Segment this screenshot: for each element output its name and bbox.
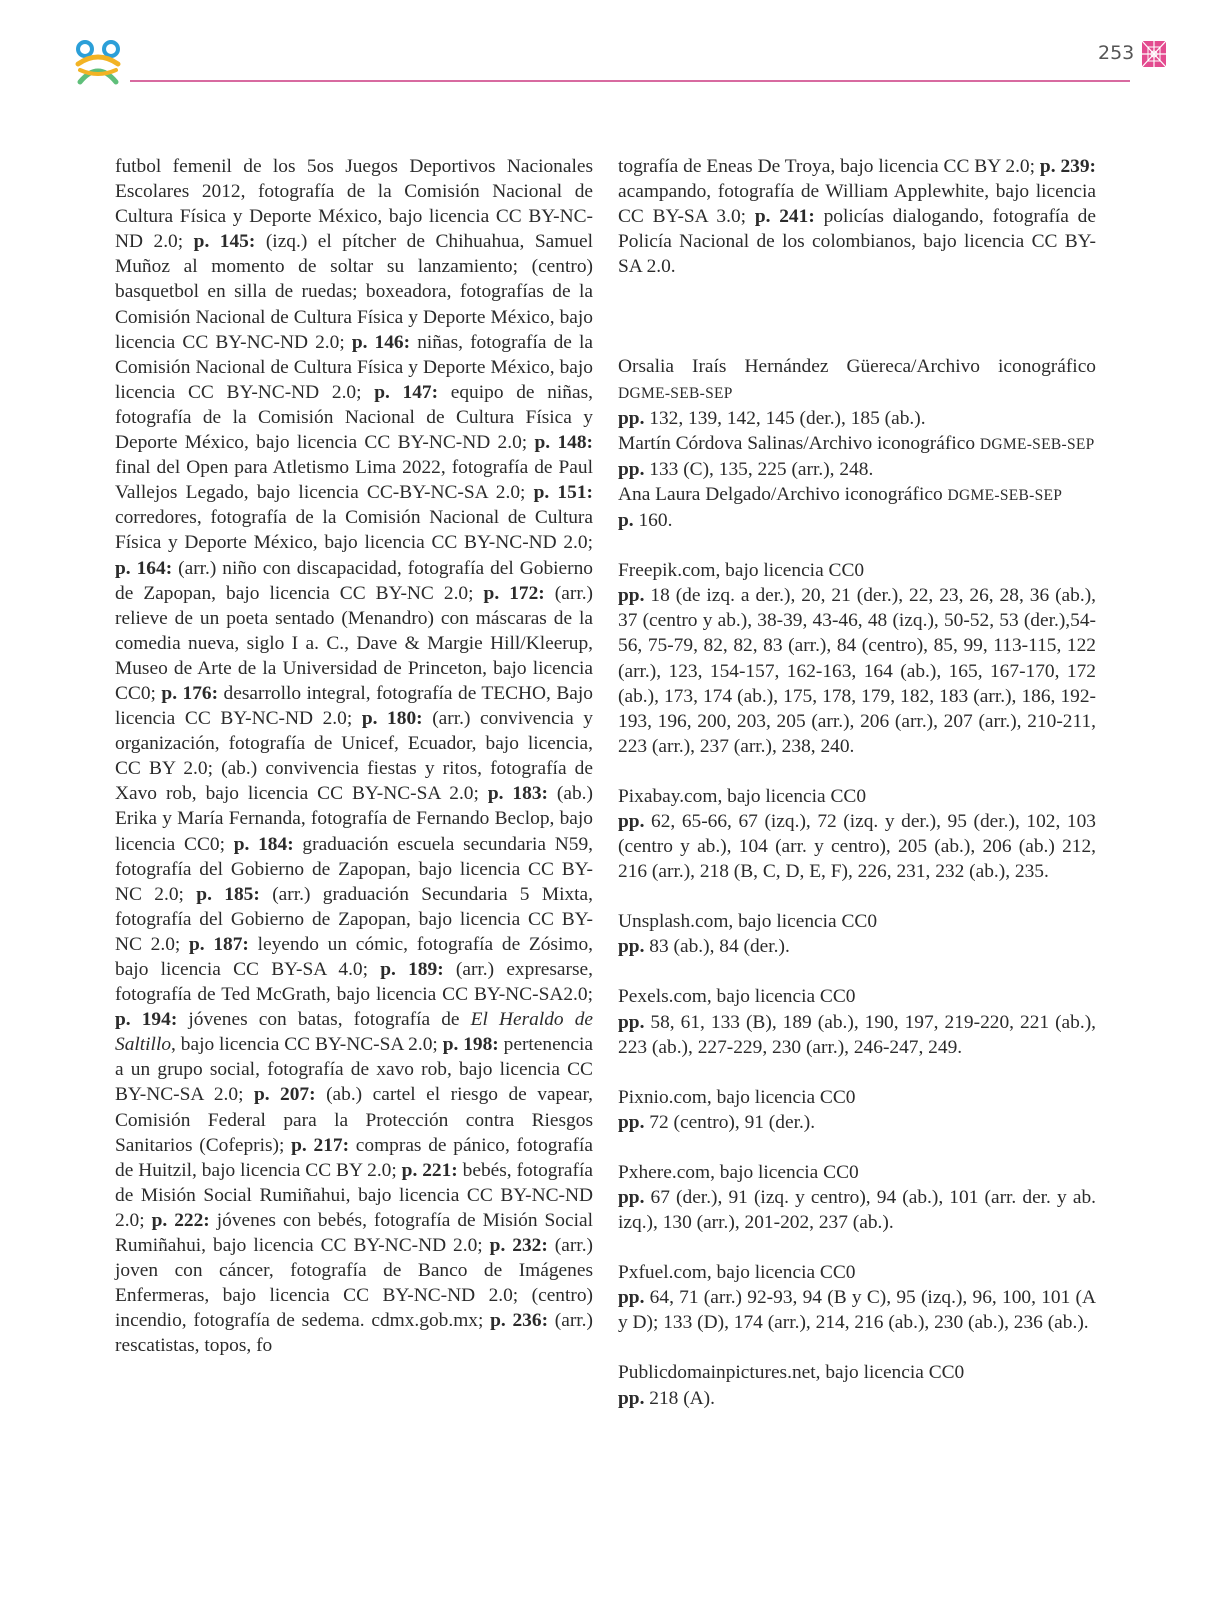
credit-text: (arr.) relieve de un poeta sentado (Menandro) con máscaras de la comedia nueva, siglo I a. C., Dave & Margie Hill/Kleerup, Museo de Arte de la Universidad de Princeton, bajo licencia CC0; <box>115 582 594 704</box>
decorative-pattern-icon <box>1142 41 1166 67</box>
credit-text: policías dialogando, fotografía de Policía Nacional de los colombianos, bajo licencia CC BY-SA 2.0. <box>618 206 1096 278</box>
pages-list: 160. <box>633 510 673 532</box>
page-ref: p. 176: <box>161 682 219 704</box>
pages-label: pp. <box>618 585 645 607</box>
pages-list: 133 (C), 135, 225 (arr.), 248. <box>644 458 874 480</box>
credit-text: (arr.) convivencia y organización, fotografía de Unicef, Ecuador, bajo licencia, CC BY 2.0; (ab.) convivencia fiestas y ritos, fotografía de Xavo rob, bajo licencia CC BY-NC-SA 2.0; <box>115 708 593 805</box>
pages-list: 64, 71 (arr.) 92-93, 94 (B y C), 95 (izq.), 96, 100, 101 (A y D); 133 (D), 174 (arr.), 214, 216 (ab.), 230 (ab.), 236 (ab.). <box>618 1287 1096 1334</box>
page-ref: p. 232: <box>489 1235 548 1257</box>
header-divider <box>130 80 1130 82</box>
source-pages <box>618 809 1096 884</box>
credit-text: (izq.) el pítcher de Chihuahua, Samuel Muñoz al momento de soltar su lanzamiento; (centro) basquetbol en silla de ruedas; boxeadora, fotografías de la Comisión Nacional de Cultura Física y Deporte México, bajo licencia CC BY-NC-ND 2.0; <box>115 231 593 353</box>
archive-pages-line <box>618 508 1096 533</box>
credit-text: , bajo licencia CC BY-NC-SA 2.0; <box>171 1034 443 1056</box>
page-ref: p. 148: <box>534 432 593 454</box>
source-pages <box>618 1185 1096 1235</box>
page-ref: p. 217: <box>291 1134 350 1156</box>
source-name: Pxhere.com, bajo licencia CC0 <box>618 1161 859 1183</box>
page-ref: p. 207: <box>253 1084 316 1106</box>
credit-name: Ana Laura Delgado/Archivo iconográfico <box>618 483 948 505</box>
credit-text: jóvenes con batas, fotografía de <box>177 1009 471 1031</box>
source-pages <box>618 1386 1096 1411</box>
credit-text: bebés, fotografía de Misión Social Rumiñahui, bajo licencia CC BY-NC-ND 2.0; <box>115 1159 593 1231</box>
page-ref: p. 183: <box>487 783 548 805</box>
source-pages <box>618 583 1096 759</box>
credit-text: equipo de niñas, fotografía de la Comisión Nacional de Cultura Física y Deporte México, bajo licencia CC BY-NC-ND 2.0; <box>115 381 593 454</box>
page-ref: p. 185: <box>196 883 260 905</box>
credit-text: pertenencia a un grupo social, fotografía de xavo rob, bajo licencia CC BY-NC-SA 2.0; <box>115 1034 593 1106</box>
pages-label: pp. <box>618 1011 645 1033</box>
source-name: Pexels.com, bajo licencia CC0 <box>618 986 856 1008</box>
archive-credit-line <box>618 354 1096 405</box>
pages-list: 67 (der.), 91 (izq. y centro), 94 (ab.), 101 (arr. der. y ab. izq.), 130 (arr.), 201-202, 237 (ab.). <box>618 1187 1096 1234</box>
pages-list: 18 (de izq. a der.), 20, 21 (der.), 22, 23, 26, 28, 36 (ab.), 37 (centro y ab.), 38-39, 43-46, 48 (izq.), 50-52, 53 (der.),54-56, 75-79, 82, 82, 83 (arr.), 84 (centro), 85, 99, 113-115, 122 (arr.), 123, 154-157, 162-163, 164 (ab.), 165, 167-170, 172 (ab.), 173, 174 (ab.), 175, 178, 179, 182, 183 (arr.), 186, 192-193, 196, 200, 203, 205 (arr.), 206 (arr.), 207 (arr.), 210-211, 223 (arr.), 237 (arr.), 238, 240. <box>618 585 1096 757</box>
page-ref: p. 147: <box>374 381 439 403</box>
credit-name: Orsalia Iraís Hernández Güereca/Archivo iconográfico <box>618 356 1096 378</box>
pages-list: 62, 65-66, 67 (izq.), 72 (izq. y der.), 95 (der.), 102, 103 (centro y ab.), 104 (arr. y centro), 205 (ab.), 206 (ab.) 212, 216 (arr.), 218 (B, C, D, E, F), 226, 231, 232 (ab.), 235. <box>618 810 1096 883</box>
pages-label: pp. <box>618 458 645 480</box>
pages-label: pp. <box>618 1187 645 1208</box>
credit-text: (ab.) Erika y María Fernanda, fotografía de Fernando Beclop, bajo licencia CC0; <box>115 783 593 855</box>
page-ref: p. 172: <box>483 582 545 604</box>
publication-title: El Heraldo de Saltillo <box>115 1009 594 1056</box>
credit-text: (arr.) niño con discapacidad, fotografía del Gobierno de Zapopan, bajo licencia CC BY-NC 2.0; <box>115 557 593 604</box>
pages-list: 72 (centro), 91 (der.). <box>644 1111 816 1133</box>
right-column <box>618 154 1096 1411</box>
source-name: Pixnio.com, bajo licencia CC0 <box>618 1086 856 1108</box>
credit-text: (arr.) joven con cáncer, fotografía de Banco de Imágenes Enfermeras, bajo licencia CC BY-NC-ND 2.0; (centro) incendio, fotografía de sedema. cdmx.gob.mx; <box>115 1235 593 1332</box>
credit-text: tografía de Eneas De Troya, bajo licencia CC BY 2.0; <box>618 156 1040 177</box>
source-pages <box>618 1110 1096 1135</box>
credits-continuation <box>618 154 1096 279</box>
source-pages <box>618 934 1096 959</box>
pages-label: p. <box>618 510 634 532</box>
pages-list: 132, 139, 142, 145 (der.), 185 (ab.). <box>644 407 926 429</box>
source-name: Pxfuel.com, bajo licencia CC0 <box>618 1262 856 1284</box>
source-name: Publicdomainpictures.net, bajo licencia CC0 <box>618 1362 965 1384</box>
source-pages <box>618 1010 1096 1060</box>
archive-credit-line <box>618 431 1096 457</box>
archive-code: DGME-SEB-SEP <box>618 384 733 402</box>
credit-name: Martín Córdova Salinas/Archivo iconográfico <box>618 432 980 454</box>
archive-pages-line <box>618 457 1096 482</box>
page-ref: p. 194: <box>115 1009 178 1031</box>
source-name: Freepik.com, bajo licencia CC0 <box>618 560 865 582</box>
page-ref: p. 184: <box>233 833 294 855</box>
page-ref: p. 187: <box>188 933 249 955</box>
page-ref: p. 236: <box>490 1310 549 1332</box>
credit-text: desarrollo integral, fotografía de TECHO, Bajo licencia CC BY-NC-ND 2.0; <box>115 682 593 730</box>
pages-list: 218 (A). <box>644 1387 715 1409</box>
archive-code: DGME-SEB-SEP <box>979 435 1095 453</box>
credit-text: jóvenes con bebés, fotografía de Misión Social Rumiñahui, bajo licencia CC BY-NC-ND 2.0; <box>115 1209 593 1257</box>
archive-credit-line <box>618 482 1096 508</box>
page-ref: p. 222: <box>151 1209 210 1231</box>
pages-label: pp. <box>618 1387 645 1409</box>
pages-list: 58, 61, 133 (B), 189 (ab.), 190, 197, 219-220, 221 (ab.), 223 (ab.), 227-229, 230 (arr.), 246-247, 249. <box>618 1011 1096 1058</box>
credit-text: corredores, fotografía de la Comisión Nacional de Cultura Física y Deporte México, bajo licencia CC BY-NC-ND 2.0; <box>115 507 593 554</box>
page-ref: p. 189: <box>380 959 444 980</box>
pages-label: pp. <box>618 810 645 832</box>
page-ref: p. 151: <box>533 482 593 504</box>
pages-label: pp. <box>618 1287 645 1309</box>
credit-text: (arr.) expresarse, fotografía de Ted McGrath, bajo licencia CC BY-NC-SA2.0; <box>115 959 593 1006</box>
credit-text: futbol femenil de los 5os Juegos Deportivos Nacionales Escolares 2012, fotografía de la Comisión Nacional de Cultura Física y Deporte México, bajo licencia CC BY-NC-ND 2.0; <box>115 156 593 253</box>
left-column <box>115 154 593 1359</box>
page-ref: p. 180: <box>361 708 423 730</box>
source-pages <box>618 1285 1096 1335</box>
archive-credits <box>618 354 1096 533</box>
page-ref: p. 221: <box>401 1159 458 1181</box>
page-ref: p. 241: <box>754 206 815 228</box>
source-credits <box>618 533 1096 1411</box>
credit-text: graduación escuela secundaria N59, fotografía del Gobierno de Zapopan, bajo licencia CC BY-NC 2.0; <box>115 833 594 905</box>
credit-text: (ab.) cartel el riesgo de vapear, Comisión Federal para la Protección contra Riesgos Sanitarios (Cofepris); <box>115 1084 593 1156</box>
page-ref: p. 198: <box>442 1034 499 1056</box>
credit-text: (arr.) graduación Secundaria 5 Mixta, fotografía del Gobierno de Zapopan, bajo licencia CC BY-NC 2.0; <box>115 883 594 955</box>
page-ref: p. 239: <box>1039 156 1096 177</box>
source-name: Pixabay.com, bajo licencia CC0 <box>618 785 867 807</box>
archive-pages-line <box>618 406 1096 431</box>
credits-paragraph <box>115 154 593 1359</box>
page-number: 253 <box>1098 42 1135 64</box>
page-ref: p. 164: <box>115 557 173 579</box>
pages-label: pp. <box>618 407 645 429</box>
pages-list: 83 (ab.), 84 (der.). <box>644 936 790 958</box>
archive-code: DGME-SEB-SEP <box>947 486 1063 504</box>
credit-text: compras de pánico, fotografía de Huitzil, bajo licencia CC BY 2.0; <box>115 1134 593 1181</box>
credit-text: leyendo un cómic, fotografía de Zósimo, bajo licencia CC BY-SA 4.0; <box>115 933 593 980</box>
credit-text: final del Open para Atletismo Lima 2022, fotografía de Paul Vallejos Legado, bajo licencia CC-BY-NC-SA 2.0; <box>115 457 593 504</box>
page-ref: p. 146: <box>351 331 411 353</box>
credit-text: (arr.) rescatistas, topos, fo <box>115 1310 593 1357</box>
pages-label: pp. <box>618 1111 645 1133</box>
credit-text: niñas, fotografía de la Comisión Nacional de Cultura Física y Deporte México, bajo licencia CC BY-NC-ND 2.0; <box>115 331 593 403</box>
credit-text: acampando, fotografía de William Applewhite, bajo licencia CC BY-SA 3.0; <box>618 181 1096 228</box>
source-name: Unsplash.com, bajo licencia CC0 <box>618 911 878 933</box>
logo-icon <box>72 40 124 86</box>
page-ref: p. 145: <box>193 231 256 253</box>
pages-label: pp. <box>618 936 645 958</box>
